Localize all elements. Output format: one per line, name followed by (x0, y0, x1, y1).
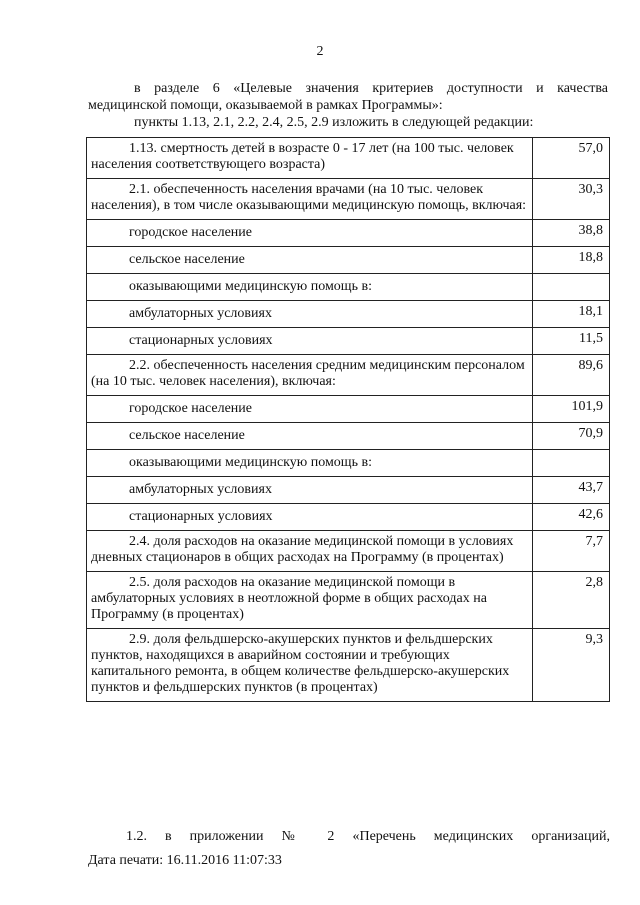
table-row (87, 274, 610, 301)
criterion-value: 38,8 (533, 220, 610, 247)
table-row (87, 504, 610, 531)
criterion-description-cell (87, 504, 533, 531)
criterion-value: 57,0 (533, 138, 610, 179)
criterion-value: 101,9 (533, 396, 610, 423)
table-row (87, 396, 610, 423)
criterion-text: сельское население (129, 428, 245, 443)
criterion-description-cell (87, 138, 533, 179)
criterion-description-cell (87, 477, 533, 504)
table-row (87, 138, 610, 179)
table-row (87, 450, 610, 477)
criterion-description-cell (87, 396, 533, 423)
criterion-description-cell (87, 531, 533, 572)
criterion-value: 42,6 (533, 504, 610, 531)
criterion-value: 43,7 (533, 477, 610, 504)
criterion-description-cell (87, 328, 533, 355)
criterion-value: 18,8 (533, 247, 610, 274)
table-row (87, 423, 610, 450)
criterion-text: оказывающими медицинскую помощь в: (129, 455, 372, 470)
criterion-text: 2.1. обеспеченность населения врачами (на 10 тыс. человек населения), в том числе оказывающими медицинскую помощь, включая: (91, 182, 527, 213)
intro-line-3: пункты 1.13, 2.1, 2.2, 2.4, 2.5, 2.9 изложить в следующей редакции: (134, 115, 534, 130)
outro-paragraph (88, 828, 610, 845)
criterion-text: 2.4. доля расходов на оказание медицинской помощи в условиях дневных стационаров в общих расходах на Программу (в процентах) (91, 534, 514, 565)
criteria-table-body (87, 138, 610, 702)
criterion-text: 2.2. обеспеченность населения средним медицинским персоналом (на 10 тыс. человек населения), включая: (91, 358, 525, 389)
criterion-description-cell (87, 179, 533, 220)
criterion-description-cell (87, 247, 533, 274)
criterion-text: стационарных условиях (129, 509, 273, 524)
table-row (87, 572, 610, 629)
print-date: Дата печати: 16.11.2016 11:07:33 (88, 853, 282, 868)
criterion-description-cell (87, 572, 533, 629)
table-row (87, 477, 610, 504)
table-row (87, 247, 610, 274)
criterion-text: стационарных условиях (129, 333, 273, 348)
criterion-value: 2,8 (533, 572, 610, 629)
criterion-value: 18,1 (533, 301, 610, 328)
criterion-text: городское население (129, 401, 253, 416)
criterion-value: 70,9 (533, 423, 610, 450)
intro-line-2: медицинской помощи, оказываемой в рамках Программы»: (88, 98, 443, 113)
table-row (87, 531, 610, 572)
criterion-text: 1.13. смертность детей в возрасте 0 - 17 лет (на 100 тыс. человек населения соответствующего возраста) (91, 141, 514, 172)
page-number: 2 (316, 44, 324, 59)
criterion-text: амбулаторных условиях (129, 482, 272, 497)
criterion-description-cell (87, 355, 533, 396)
criterion-text: 2.9. доля фельдшерско-акушерских пунктов и фельдшерских пунктов, находящихся в аварийном состоянии и требующих капитального ремонта, в общем количестве фельдшерско-акушерских пунктов и фельдшерских пунктов (в процентах) (91, 632, 510, 695)
criterion-value: 11,5 (533, 328, 610, 355)
intro-paragraph (88, 80, 608, 131)
criterion-description-cell (87, 274, 533, 301)
criterion-value (533, 274, 610, 301)
criterion-text: оказывающими медицинскую помощь в: (129, 279, 372, 294)
table-row (87, 220, 610, 247)
intro-line-1: в разделе 6 «Целевые значения критериев доступности и качества (134, 81, 608, 96)
criterion-text: городское население (129, 225, 253, 240)
criterion-value: 89,6 (533, 355, 610, 396)
criteria-table (86, 137, 610, 702)
criterion-text: амбулаторных условиях (129, 306, 272, 321)
table-row (87, 355, 610, 396)
criterion-description-cell (87, 301, 533, 328)
table-row (87, 301, 610, 328)
table-row (87, 328, 610, 355)
criterion-description-cell (87, 423, 533, 450)
criterion-description-cell (87, 220, 533, 247)
criterion-text: 2.5. доля расходов на оказание медицинской помощи в амбулаторных условиях в неотложной форме в общих расходах на Программу (в процентах) (91, 575, 487, 622)
criterion-value: 9,3 (533, 629, 610, 702)
criterion-description-cell (87, 450, 533, 477)
criterion-text: сельское население (129, 252, 245, 267)
outro-line-1: 1.2. в приложении № 2 «Перечень медицинских организаций, (126, 829, 610, 844)
criterion-value: 7,7 (533, 531, 610, 572)
criterion-value: 30,3 (533, 179, 610, 220)
table-row (87, 629, 610, 702)
criterion-value (533, 450, 610, 477)
table-row (87, 179, 610, 220)
criterion-description-cell (87, 629, 533, 702)
